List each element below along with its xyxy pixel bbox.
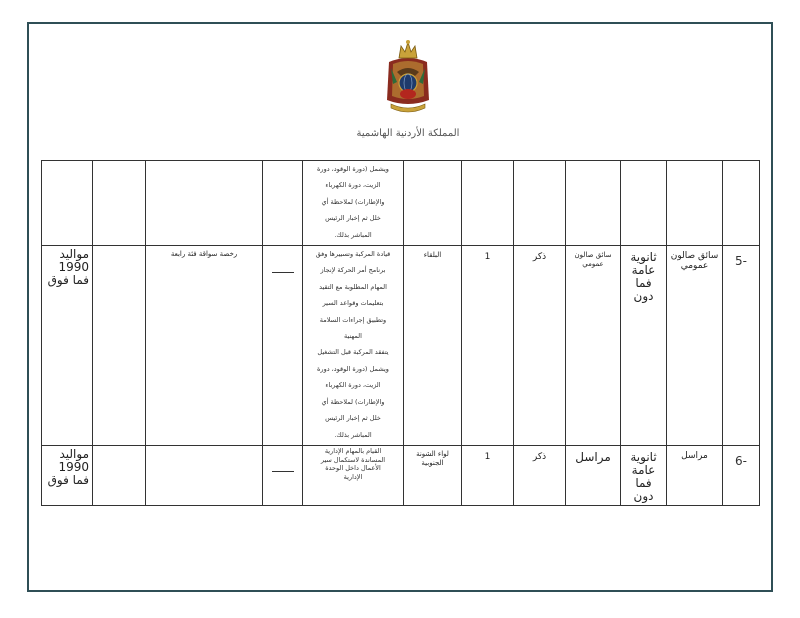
- description-line: خلل ثم إخبار الرئيس: [325, 414, 381, 423]
- cell-license: [146, 446, 263, 506]
- description-line: الزيت، دورة الكهرباء: [325, 381, 381, 390]
- cell-title: مراسل: [667, 446, 723, 506]
- cell-location: البلقاء: [404, 246, 462, 446]
- description-line: المهنية: [344, 332, 362, 341]
- cell-number: [723, 161, 760, 246]
- cell-other: [93, 246, 146, 446]
- cell-license: [146, 161, 263, 246]
- description-line: الأعمال داخل الوحدة: [325, 464, 381, 473]
- cell-description: [303, 246, 404, 446]
- cell-other: [93, 161, 146, 246]
- cell-location: لواء الشونة الجنوبية: [404, 446, 462, 506]
- cell-birth-year: مواليد 1990 فما فوق: [42, 246, 93, 446]
- table-row: [42, 161, 760, 246]
- cell-birth-year: مواليد 1990 فما فوق: [42, 446, 93, 506]
- description-line: ويشمل (دورة الوقود، دورة: [317, 364, 389, 373]
- cell-other: [93, 446, 146, 506]
- cell-title: [667, 161, 723, 246]
- cell-description: [303, 446, 404, 506]
- table-row: [42, 246, 760, 446]
- cell-qualification: [621, 161, 667, 246]
- description-line: يتفقد المركبة قبل التشغيل: [317, 348, 389, 357]
- cell-experience: [263, 246, 303, 446]
- empty-dash: [272, 471, 294, 472]
- description-line: المساندة لاستكمال سير: [320, 455, 386, 464]
- cell-experience: [263, 161, 303, 246]
- description-line: الزيت، دورة الكهرباء: [325, 181, 381, 190]
- description-line: الإدارية: [343, 472, 363, 481]
- cell-location: [404, 161, 462, 246]
- cell-number: -5: [723, 246, 760, 446]
- cell-count: [462, 161, 514, 246]
- cell-gender: [514, 161, 566, 246]
- description-line: بتعليمات وقواعد السير: [322, 299, 384, 308]
- description-line: المباشر بذلك.: [334, 230, 372, 239]
- cell-qualification: ثانوية عامة فما دون: [621, 446, 667, 506]
- description-line: برنامج أمر الحركة لإنجاز: [320, 266, 386, 275]
- description-line: وتطبيق إجراءات السلامة: [319, 315, 387, 324]
- cell-number: -6: [723, 446, 760, 506]
- cell-birth-year: [42, 161, 93, 246]
- description-line: المهام المطلوبة مع التقيد: [319, 282, 387, 291]
- description-line: القيام بالمهام الإدارية: [324, 447, 382, 456]
- cell-qualification: ثانوية عامة فما دون: [621, 246, 667, 446]
- table-row: [42, 446, 760, 506]
- empty-dash: [272, 272, 294, 273]
- description-line: المباشر بذلك.: [334, 430, 372, 439]
- jobs-table: [41, 160, 760, 506]
- cell-gender: ذكر: [514, 246, 566, 446]
- jordan-coat-of-arms-icon: [383, 38, 433, 118]
- cell-specialization: سائق صالون عمومي: [566, 246, 621, 446]
- cell-gender: ذكر: [514, 446, 566, 506]
- cell-title: سائق صالون عمومي: [667, 246, 723, 446]
- description-line: ويشمل (دورة الوقود، دورة: [317, 165, 389, 173]
- cell-experience: [263, 446, 303, 506]
- cell-description: [303, 161, 404, 246]
- description-line: والإطارات) لملاحظة أي: [321, 197, 385, 206]
- cell-license: رخصة سواقة فئة رابعة: [146, 246, 263, 446]
- cell-specialization: [566, 161, 621, 246]
- cell-specialization: مراسل: [566, 446, 621, 506]
- cell-count: 1: [462, 446, 514, 506]
- description-line: والإطارات) لملاحظة أي: [321, 397, 385, 406]
- description-line: خلل ثم إخبار الرئيس: [325, 214, 381, 223]
- kingdom-name: المملكة الأردنية الهاشمية: [356, 128, 460, 139]
- description-line: قيادة المركبة وتسييرها وفق: [315, 250, 391, 259]
- cell-count: 1: [462, 246, 514, 446]
